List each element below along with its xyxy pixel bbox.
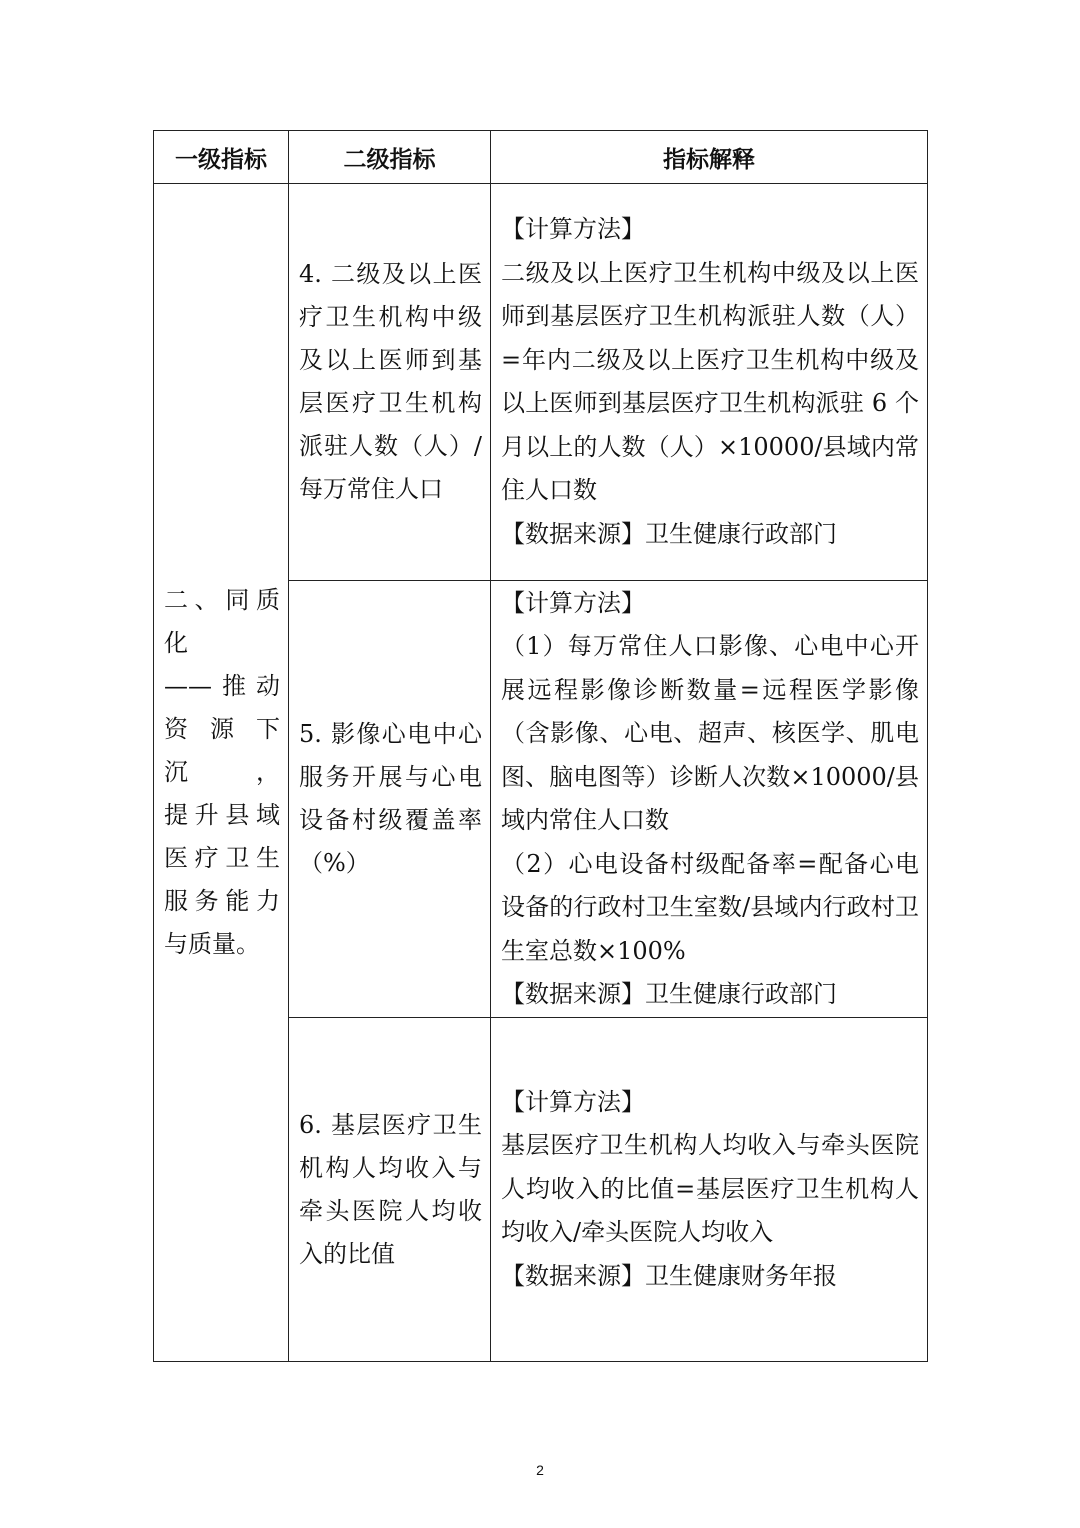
level1-line: 医疗卫生 [164, 844, 280, 872]
method-text-2: （2）心电设备村级配备率=配备心电设备的行政村卫生室数/县域内行政村卫生室总数×100% [501, 849, 919, 965]
level2-indicator: 5. 影像心电中心服务开展与心电设备村级覆盖率（%） [289, 581, 491, 1018]
level1-indicator-cell [154, 184, 289, 1362]
level1-line: 二、同质化 [164, 586, 280, 657]
level1-line: 与质量。 [164, 930, 260, 958]
level1-line: 提升县域 [164, 801, 280, 829]
method-text: （1）每万常住人口影像、心电中心开展远程影像诊断数量=远程医学影像（含影像、心电、超声、核医学、肌电图、脑电图等）诊断人次数×10000/县域内常住人口数 [501, 632, 919, 834]
page-number: 2 [536, 1462, 544, 1478]
header-level2: 二级指标 [289, 131, 491, 184]
method-text: 基层医疗卫生机构人均收入与牵头医院人均收入的比值=基层医疗卫生机构人均收入/牵头医院人均收入 [501, 1131, 919, 1247]
data-source: 【数据来源】卫生健康行政部门 [501, 519, 837, 548]
indicator-explanation [491, 184, 928, 581]
level1-line: 服务能力 [164, 887, 280, 915]
method-heading: 【计算方法】 [501, 215, 645, 243]
level2-indicator: 6. 基层医疗卫生机构人均收入与牵头医院人均收入的比值 [289, 1018, 491, 1362]
method-heading: 【计算方法】 [501, 588, 645, 617]
table-row [154, 184, 928, 581]
method-heading: 【计算方法】 [501, 1087, 645, 1116]
table-header-row [154, 131, 928, 184]
indicator-explanation [491, 581, 928, 1018]
data-source: 【数据来源】卫生健康财务年报 [501, 1261, 837, 1290]
header-explanation: 指标解释 [491, 131, 928, 184]
level2-indicator: 4. 二级及以上医疗卫生机构中级及以上医师到基层医疗卫生机构派驻人数（人）/每万常住人口 [289, 184, 491, 581]
indicator-explanation [491, 1018, 928, 1362]
level1-line: 资源下沉， [164, 715, 280, 786]
header-level1: 一级指标 [154, 131, 289, 184]
indicator-table [153, 130, 928, 1362]
method-text: 二级及以上医疗卫生机构中级及以上医师到基层医疗卫生机构派驻人数（人）=年内二级及以上医疗卫生机构中级及以上医师到基层医疗卫生机构派驻 6 个月以上的人数（人）×10000/县域内常住人口数 [501, 258, 919, 504]
data-source: 【数据来源】卫生健康行政部门 [501, 980, 837, 1008]
level1-line: ——推动 [164, 672, 280, 700]
